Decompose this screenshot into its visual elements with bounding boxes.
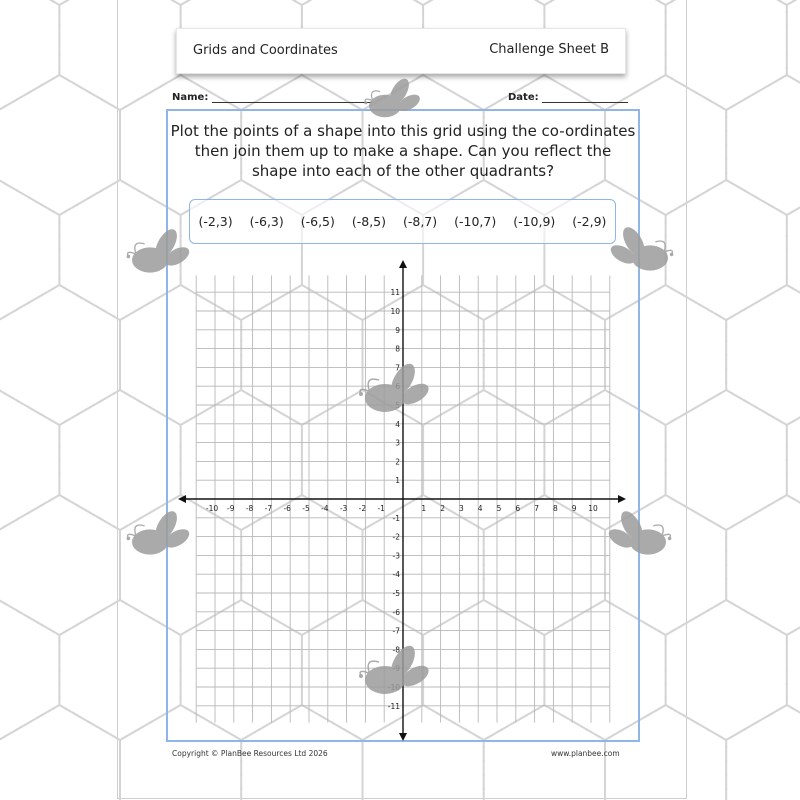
x-tick-label: 7: [534, 504, 539, 513]
y-tick-label: -6: [392, 607, 400, 617]
coordinate-pair: (-8,5): [351, 214, 387, 229]
y-tick-label: -4: [392, 570, 400, 580]
y-tick-label: 4: [395, 419, 400, 429]
coordinate-pair: (-6,3): [249, 214, 284, 229]
x-tick-label: -3: [339, 504, 348, 513]
coordinate-pair: (-10,7): [454, 214, 497, 229]
y-tick-label: 9: [395, 325, 400, 335]
y-tick-label: -2: [392, 532, 400, 542]
bee-icon: [127, 508, 193, 555]
x-tick-label: 9: [571, 504, 577, 513]
x-tick-label: -2: [358, 504, 367, 513]
bee-icon: [127, 226, 193, 273]
y-tick-label: 1: [395, 476, 400, 486]
y-tick-label: 7: [395, 363, 400, 373]
y-tick-label: -1: [392, 513, 400, 523]
y-tick-label: 8: [395, 344, 400, 354]
x-tick-label: 1: [421, 504, 427, 513]
instructions-text: Plot the points of a shape into this grid using the co-ordinates then join them up to make a shape. Can you reflect the shape into each of the other quadrants?: [170, 122, 636, 180]
y-tick-label: 3: [395, 438, 400, 448]
copyright-text: Copyright © PlanBee Resources Ltd 2026: [172, 749, 328, 758]
x-tick-label: 4: [477, 504, 483, 513]
x-tick-label: 5: [496, 504, 502, 513]
bee-icon: [608, 224, 674, 271]
y-tick-label: 11: [390, 288, 400, 298]
x-tick-label: 10: [588, 504, 598, 513]
x-tick-label: 2: [440, 504, 445, 513]
x-tick-label: -7: [264, 504, 273, 513]
x-tick-label: -9: [227, 504, 235, 513]
y-tick-label: -5: [392, 589, 400, 598]
y-tick-label: -11: [387, 701, 400, 711]
coordinate-pair: (-2,9): [572, 214, 607, 229]
bee-icon: [606, 508, 672, 555]
x-tick-label: -1: [377, 504, 385, 513]
x-tick-label: -4: [321, 504, 329, 513]
x-tick-label: 3: [459, 504, 464, 513]
bee-icon: [364, 76, 422, 118]
x-tick-label: -8: [245, 504, 254, 513]
date-label: Date:: [508, 92, 539, 103]
coordinate-pair: (-6,5): [300, 214, 335, 229]
x-tick-label: -6: [283, 504, 291, 513]
bee-icon: [359, 642, 432, 694]
coordinate-pair: (-8,7): [402, 214, 438, 229]
x-tick-label: -5: [302, 504, 310, 513]
y-tick-label: 10: [390, 307, 400, 316]
x-tick-label: 6: [515, 504, 521, 513]
y-tick-label: -3: [392, 551, 400, 561]
website-link[interactable]: www.planbee.com: [551, 749, 620, 758]
x-tick-label: 8: [553, 504, 558, 513]
y-tick-label: -7: [392, 626, 400, 636]
worksheet-title: Grids and Coordinates: [193, 43, 338, 58]
sheet-label: Challenge Sheet B: [489, 42, 609, 57]
name-label: Name:: [172, 92, 209, 103]
bee-icon: [359, 360, 432, 412]
y-tick-label: 2: [395, 457, 400, 467]
y-tick-label: -8: [392, 645, 400, 655]
x-tick-label: -10: [205, 504, 219, 513]
coordinate-pair: (-10,9): [513, 214, 556, 229]
coordinate-pair: (-2,3): [198, 214, 233, 229]
